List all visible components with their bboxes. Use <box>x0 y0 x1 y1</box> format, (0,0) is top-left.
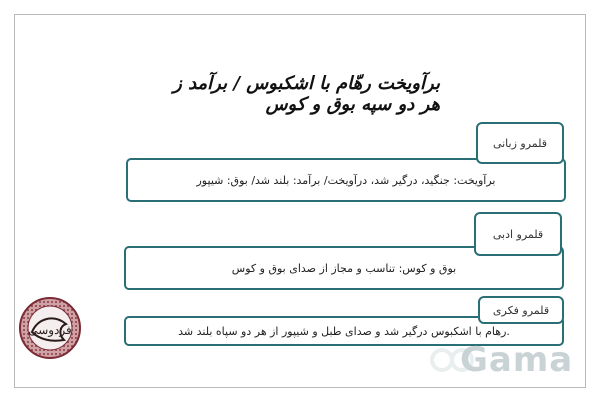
section-linguistic-label: قلمرو زبانی <box>476 122 564 164</box>
section-intellectual-text: .رهام با اشکبوس درگیر شد و صدای طبل و شیپور از هر دو سپاه بلند شد <box>178 324 510 338</box>
logo-text: فردوسی <box>28 323 72 337</box>
watermark-text: Gama <box>460 340 574 380</box>
section-intellectual-label: قلمرو فکری <box>478 296 564 324</box>
slide-title: برآویخت رهّام با اشکبوس / برآمد ز هر دو سپه بوق و کوس <box>173 73 440 115</box>
ferdowsi-logo-icon <box>18 296 82 360</box>
section-linguistic-text: برآویخت: جنگید، درگیر شد، درآویخت/ برآمد: بلند شد/ بوق: شیپور <box>196 173 496 187</box>
section-literary-label: قلمرو ادبی <box>474 212 562 256</box>
section-linguistic-box <box>126 158 566 202</box>
section-literary-text: بوق و کوس: تناسب و مجاز از صدای بوق و کوس <box>231 261 457 275</box>
